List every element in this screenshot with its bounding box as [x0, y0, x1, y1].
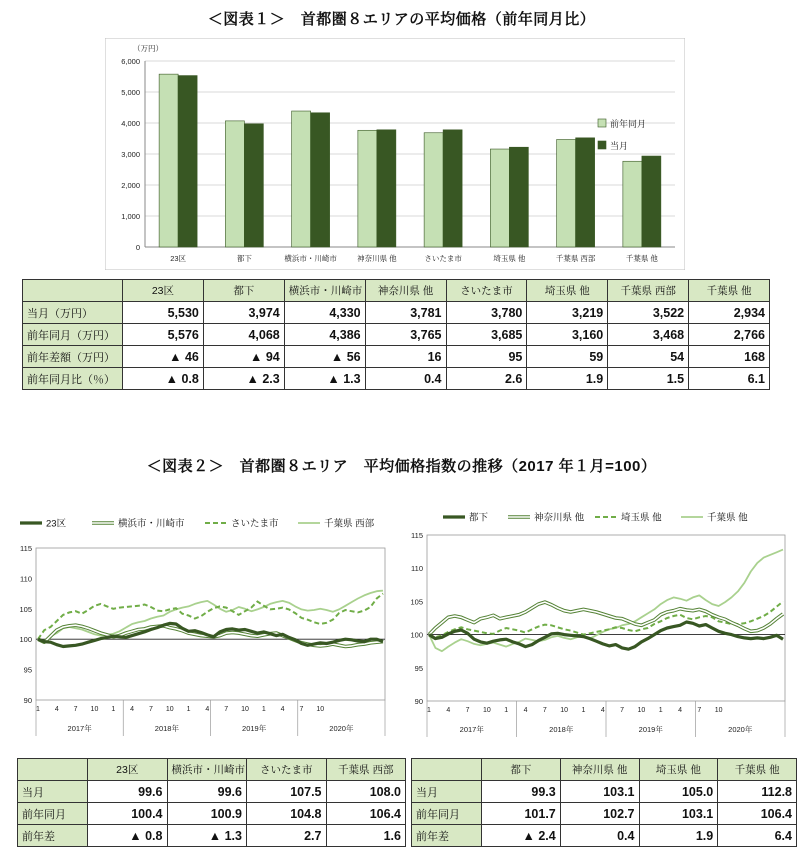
x-tick-label: 10 — [165, 706, 174, 713]
table-cell: 106.4 — [718, 803, 797, 825]
table-cell: 104.8 — [247, 803, 327, 825]
year-label: 2020年 — [329, 724, 354, 733]
year-label: 2017年 — [459, 725, 484, 734]
table-cell: 103.1 — [560, 781, 639, 803]
x-tick-label: 1 — [36, 706, 40, 713]
x-tick-label: 10 — [316, 706, 325, 713]
legend-label: 埼玉県 他 — [621, 512, 662, 524]
table-cell: ▲ 1.3 — [284, 368, 365, 390]
table-cell: 107.5 — [247, 781, 327, 803]
table-cell: 3,781 — [365, 302, 446, 324]
x-tick-label: 10 — [241, 706, 249, 713]
line-chart-left — [0, 508, 395, 746]
bar-curr — [576, 138, 595, 247]
x-tick-label: 7 — [620, 707, 625, 714]
table-cell: 105.0 — [639, 781, 718, 803]
bar-curr — [244, 124, 263, 247]
table-cell: 1.6 — [326, 825, 406, 847]
table-row — [18, 825, 406, 847]
x-tick-label: 10 — [714, 707, 723, 714]
fig2-table-header — [412, 759, 797, 781]
table-header-cell: 23区 — [123, 280, 204, 302]
x-tick-label: 7 — [542, 707, 547, 714]
legend-item — [508, 512, 585, 524]
plot-frame — [36, 548, 385, 700]
fig2-title: ＜図表２＞ 首都圏８エリア 平均価格指数の推移（2017 年１月=100） — [146, 458, 657, 475]
table-row — [23, 302, 770, 324]
table-cell: 3,522 — [608, 302, 689, 324]
table-cell: 1.9 — [639, 825, 718, 847]
table-cell: 103.1 — [639, 803, 718, 825]
table-cell: 108.0 — [326, 781, 406, 803]
table-header-cell: 都下 — [203, 280, 284, 302]
x-tick-label: 神奈川県 他 — [357, 254, 397, 263]
x-tick-label: 7 — [73, 706, 78, 713]
table-header-cell: 千葉県 他 — [689, 280, 770, 302]
table-cell: 3,685 — [446, 324, 527, 346]
y-tick-label: 100 — [19, 635, 32, 645]
table-cell: 6.1 — [689, 368, 770, 390]
row-label: 当月 — [412, 781, 482, 803]
y-tick-label: 90 — [414, 697, 423, 706]
legend-label: 前年同月 — [610, 119, 647, 129]
table-cell: 2,766 — [689, 324, 770, 346]
row-label: 前年差額（万円） — [23, 346, 123, 368]
legend-item — [20, 519, 67, 530]
x-tick-label: 10 — [637, 707, 646, 714]
y-tick-label: 4,000 — [121, 119, 140, 128]
legend-label: 23区 — [46, 518, 67, 530]
bar-curr — [642, 156, 661, 247]
year-label: 2017年 — [67, 724, 92, 733]
table-cell: 3,780 — [446, 302, 527, 324]
bar-prev — [358, 130, 377, 247]
x-tick-label: 4 — [600, 707, 605, 714]
table-header-cell: さいたま市 — [446, 280, 527, 302]
table-cell: 3,765 — [365, 324, 446, 346]
table-cell: 3,974 — [203, 302, 284, 324]
fig2-table-header — [18, 759, 406, 781]
table-cell: 5,530 — [123, 302, 204, 324]
year-label: 2019年 — [638, 725, 663, 734]
table-cell: 112.8 — [718, 781, 797, 803]
row-label: 前年同月 — [412, 803, 482, 825]
x-tick-label: さいたま市 — [424, 254, 462, 263]
y-tick-label: 90 — [23, 696, 32, 705]
table-header-cell: 神奈川県 他 — [560, 759, 639, 781]
table-row — [412, 781, 797, 803]
y-tick-label: 110 — [411, 564, 423, 574]
bar-chart — [105, 38, 685, 270]
y-tick-label: 95 — [23, 665, 32, 675]
table-cell: 2.7 — [247, 825, 327, 847]
bar-prev — [557, 139, 576, 247]
row-label: 前年同月 — [18, 803, 88, 825]
row-label: 当月 — [18, 781, 88, 803]
legend-swatch — [598, 119, 606, 127]
bar-curr — [311, 113, 330, 247]
y-tick-label: 2,000 — [121, 181, 140, 190]
bar-prev — [623, 161, 642, 247]
fig1-table — [22, 279, 770, 390]
legend-item — [92, 518, 185, 530]
y-tick-label: 5,000 — [121, 88, 140, 97]
x-tick-label: 1 — [261, 706, 266, 713]
table-cell: ▲ 0.8 — [123, 368, 204, 390]
table-cell: 101.7 — [482, 803, 561, 825]
table-row — [18, 781, 406, 803]
y-tick-label: 100 — [410, 630, 423, 640]
table-cell: 59 — [527, 346, 608, 368]
table-cell: 3,160 — [527, 324, 608, 346]
table-cell: ▲ 1.3 — [167, 825, 247, 847]
x-tick-label: 4 — [54, 706, 59, 713]
x-tick-label: 10 — [560, 707, 569, 714]
bar-prev — [225, 121, 244, 247]
legend-item — [595, 512, 662, 524]
year-label: 2020年 — [728, 725, 753, 734]
x-tick-label: 7 — [697, 707, 702, 714]
table-row — [412, 825, 797, 847]
bar-prev — [424, 133, 443, 247]
bar-prev — [292, 111, 311, 247]
x-tick-label: 都下 — [236, 254, 252, 263]
x-tick-label: 23区 — [170, 254, 187, 263]
x-tick-label: 10 — [483, 707, 491, 714]
table-cell: 99.3 — [482, 781, 561, 803]
x-tick-label: 7 — [148, 706, 153, 713]
legend-label: 神奈川県 他 — [534, 512, 585, 524]
table-cell: 5,576 — [123, 324, 204, 346]
year-label: 2018年 — [549, 725, 574, 734]
bar-curr — [443, 130, 462, 247]
legend-item — [205, 518, 279, 530]
table-header-cell: さいたま市 — [247, 759, 327, 781]
legend-item — [298, 518, 375, 530]
table-header-cell: 埼玉県 他 — [639, 759, 718, 781]
y-tick-label: 0 — [135, 243, 140, 252]
bar-prev — [490, 149, 509, 247]
fig1-title: ＜図表１＞ 首都圏８エリアの平均価格（前年同月比） — [207, 11, 596, 28]
y-unit-label: （万円） — [133, 44, 163, 53]
y-tick-label: 1,000 — [121, 212, 140, 221]
bar-curr — [377, 130, 396, 247]
table-header-cell: 横浜市・川崎市 — [284, 280, 365, 302]
x-tick-label: 1 — [186, 706, 191, 713]
x-tick-label: 7 — [465, 707, 470, 714]
x-tick-label: 10 — [90, 706, 99, 713]
table-header-cell: 横浜市・川崎市 — [167, 759, 247, 781]
table-cell: 4,386 — [284, 324, 365, 346]
table-cell: 1.9 — [527, 368, 608, 390]
year-label: 2019年 — [242, 724, 267, 733]
row-label: 当月（万円） — [23, 302, 123, 324]
table-row — [18, 803, 406, 825]
table-row — [412, 803, 797, 825]
table-row — [23, 324, 770, 346]
x-tick-label: 1 — [658, 707, 663, 714]
bar-prev — [159, 74, 178, 247]
table-cell: 100.4 — [88, 803, 168, 825]
table-cell: 4,068 — [203, 324, 284, 346]
table-cell: 6.4 — [718, 825, 797, 847]
table-cell: 0.4 — [365, 368, 446, 390]
x-tick-label: 4 — [280, 706, 285, 713]
x-tick-label: 千葉県 西部 — [555, 254, 596, 263]
table-cell: ▲ 56 — [284, 346, 365, 368]
table-cell: ▲ 46 — [123, 346, 204, 368]
table-header-cell: 千葉県 西部 — [326, 759, 406, 781]
table-cell: 16 — [365, 346, 446, 368]
table-cell: ▲ 94 — [203, 346, 284, 368]
row-label: 前年差 — [412, 825, 482, 847]
y-tick-label: 115 — [411, 531, 423, 540]
x-tick-label: 1 — [427, 707, 431, 714]
table-cell: 99.6 — [167, 781, 247, 803]
y-tick-label: 6,000 — [121, 57, 140, 66]
table-cell: 102.7 — [560, 803, 639, 825]
table-cell: 2,934 — [689, 302, 770, 324]
y-tick-label: 110 — [20, 574, 32, 584]
table-header-cell: 都下 — [482, 759, 561, 781]
legend-label: 千葉県 他 — [707, 512, 748, 524]
legend-label: 横浜市・川崎市 — [118, 518, 185, 530]
fig2-table-right — [411, 758, 797, 847]
table-cell: 100.9 — [167, 803, 247, 825]
table-corner — [23, 280, 123, 302]
x-tick-label: 4 — [523, 707, 528, 714]
fig2-table-left — [17, 758, 406, 847]
bar-curr — [509, 147, 528, 247]
table-cell: 0.4 — [560, 825, 639, 847]
table-header-cell: 神奈川県 他 — [365, 280, 446, 302]
table-cell: ▲ 2.4 — [482, 825, 561, 847]
y-tick-label: 95 — [414, 663, 423, 673]
legend-item — [681, 512, 748, 524]
table-row — [23, 346, 770, 368]
table-cell: 1.5 — [608, 368, 689, 390]
x-tick-label: 横浜市・川崎市 — [284, 254, 337, 263]
table-cell: 3,468 — [608, 324, 689, 346]
row-label: 前年同月（万円） — [23, 324, 123, 346]
x-tick-label: 4 — [130, 706, 135, 713]
x-tick-label: 4 — [678, 707, 682, 714]
y-tick-label: 3,000 — [121, 150, 140, 159]
table-cell: 95 — [446, 346, 527, 368]
table-cell: 106.4 — [326, 803, 406, 825]
table-header-cell: 千葉県 他 — [718, 759, 797, 781]
table-header-cell: 千葉県 西部 — [608, 280, 689, 302]
table-header-cell: 埼玉県 他 — [527, 280, 608, 302]
x-tick-label: 1 — [111, 706, 116, 713]
y-tick-label: 115 — [20, 544, 32, 553]
x-tick-label: 1 — [504, 707, 509, 714]
row-label: 前年同月比（％） — [23, 368, 123, 390]
x-tick-label: 埼玉県 他 — [493, 254, 526, 263]
table-cell: 99.6 — [88, 781, 168, 803]
fig1-table-header — [23, 280, 770, 302]
legend-item — [443, 512, 489, 524]
x-tick-label: 7 — [299, 706, 304, 713]
table-corner — [18, 759, 88, 781]
row-label: 前年差 — [18, 825, 88, 847]
x-tick-label: 7 — [224, 706, 229, 713]
legend-label: さいたま市 — [231, 518, 279, 530]
table-cell: 168 — [689, 346, 770, 368]
table-cell: ▲ 2.3 — [203, 368, 284, 390]
table-row — [23, 368, 770, 390]
line-chart-right — [398, 503, 798, 746]
table-cell: ▲ 0.8 — [88, 825, 168, 847]
year-label: 2018年 — [154, 724, 179, 733]
x-tick-label: 1 — [581, 707, 586, 714]
table-header-cell: 23区 — [88, 759, 168, 781]
legend-label: 千葉県 西部 — [324, 518, 375, 530]
table-cell: 4,330 — [284, 302, 365, 324]
table-cell: 54 — [608, 346, 689, 368]
bar-curr — [178, 76, 197, 247]
x-tick-label: 千葉県 他 — [625, 254, 658, 263]
legend-label: 都下 — [469, 512, 489, 524]
y-tick-label: 105 — [19, 604, 32, 614]
legend-swatch — [598, 141, 606, 149]
table-corner — [412, 759, 482, 781]
x-tick-label: 4 — [205, 706, 210, 713]
table-cell: 2.6 — [446, 368, 527, 390]
x-tick-label: 4 — [446, 707, 451, 714]
legend-label: 当月 — [610, 141, 629, 151]
y-tick-label: 105 — [410, 597, 423, 607]
table-cell: 3,219 — [527, 302, 608, 324]
